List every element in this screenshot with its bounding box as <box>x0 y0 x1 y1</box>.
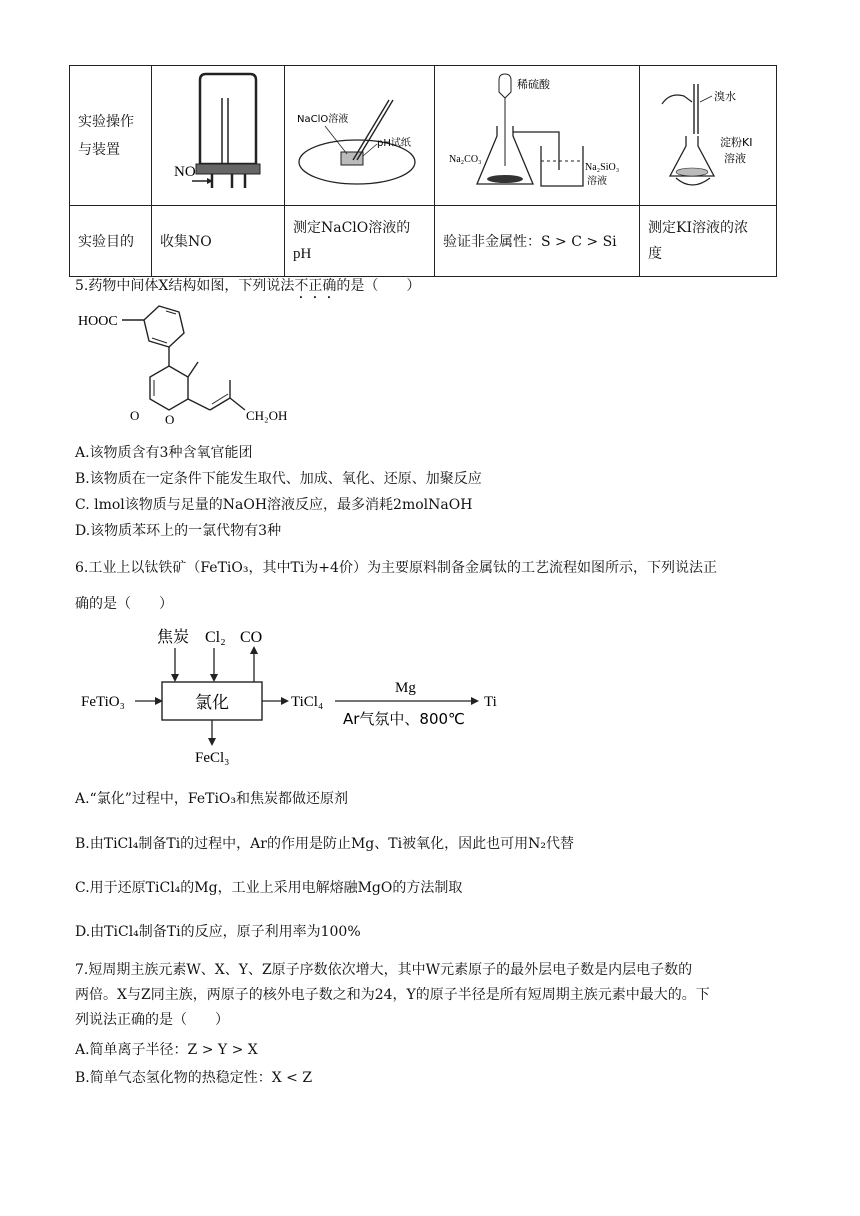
q6-option-c: C.用于还原TiCl₄的Mg，工业上采用电解熔融MgO的方法制取 <box>75 880 463 896</box>
q6-stem-line2: 确的是（ ） <box>75 596 173 612</box>
purpose-b: 收集NO <box>152 206 285 277</box>
q5-stem: 5.药物中间体X结构如图，下列说法不正确的是（ ） <box>75 278 421 294</box>
bromine-water-label: 溴水 <box>714 90 736 103</box>
q7-stem-line1: 7.短周期主族元素W、X、Y、Z原子序数依次增大，其中W元素原子的最外层电子数是内层电子数的 <box>75 962 693 978</box>
q7-option-b: B.简单气态氢化物的热稳定性：X < Z <box>75 1070 313 1086</box>
solution-label: 溶液 <box>724 152 746 165</box>
purpose-c: 测定NaClO溶液的 pH <box>285 206 435 277</box>
ph-paper-diagram <box>285 66 435 201</box>
q7-stem-line3: 列说法正确的是（ ） <box>75 1012 229 1028</box>
q5-option-a: A.该物质含有3种含氧官能团 <box>75 445 253 461</box>
molecule-x-structure <box>70 300 300 435</box>
apparatus-gas-collection <box>152 66 285 206</box>
cooh-label: HOOC <box>78 314 118 329</box>
q6-stem-line1: 6.工业上以钛铁矿（FeTiO₃，其中Ti为+4价）为主要原料制备金属钛的工艺流程如图所示，下列说法正 <box>75 560 717 576</box>
apparatus-acid-strength <box>435 66 640 206</box>
solution-label: 溶液 <box>587 176 607 187</box>
carbonyl-oxygen-label: O <box>130 408 140 423</box>
apparatus-ph-test <box>285 66 435 206</box>
dropper-flask-diagram <box>640 66 777 201</box>
co-label: CO <box>240 629 263 646</box>
ch2oh-label: CH₂OH <box>246 408 288 423</box>
dilute-sulfuric-acid-label: 稀硫酸 <box>517 78 550 91</box>
experiment-table <box>69 65 777 277</box>
chlorination-box-label: 氯化 <box>195 693 229 713</box>
starch-ki-label: 淀粉KI <box>720 136 753 149</box>
fetio3-label: FeTiO₃ <box>81 694 125 710</box>
table-row <box>70 66 777 206</box>
table-row <box>70 206 777 277</box>
naclo-label: NaClO溶液 <box>297 114 349 125</box>
ti-label: Ti <box>484 694 497 710</box>
q5-option-b: B.该物质在一定条件下能发生取代、加成、氧化、还原、加聚反应 <box>75 471 482 487</box>
gas-bottle-diagram <box>152 66 285 201</box>
purpose-d: 验证非金属性：S > C > Si <box>435 206 640 277</box>
mg-label: Mg <box>395 680 416 696</box>
q7-option-a: A.简单离子半径：Z > Y > X <box>75 1042 258 1058</box>
na2co3-label: Na₂CO₃ <box>449 154 482 165</box>
ring-oxygen-label: O <box>165 412 175 427</box>
gas-label-no: NO <box>174 164 196 180</box>
titanium-process-flowchart <box>75 622 515 772</box>
row-label: 实验目的 <box>70 206 152 277</box>
na2sio3-label: Na₂SiO₃ <box>585 162 620 173</box>
ph-paper-label: pH试纸 <box>377 138 411 149</box>
flask-beaker-diagram <box>435 66 640 201</box>
purpose-e: 测定KI溶液的浓 度 <box>640 206 777 277</box>
fecl3-label: FeCl₃ <box>195 750 230 766</box>
coke-label: 焦炭 <box>157 627 190 646</box>
cl2-label: Cl₂ <box>205 629 226 646</box>
apparatus-titration <box>640 66 777 206</box>
q7-stem-line2: 两倍。X与Z同主族，两原子的核外电子数之和为24，Y的原子半径是所有短周期主族元素中最大的。下 <box>75 987 710 1003</box>
q5-option-d: D.该物质苯环上的一氯代物有3种 <box>75 523 282 539</box>
reaction-condition-label: Ar气氛中、800℃ <box>343 710 465 728</box>
q6-option-a: A.“氯化”过程中，FeTiO₃和焦炭都做还原剂 <box>75 791 349 807</box>
ticl4-label: TiCl₄ <box>291 694 324 710</box>
row-label: 实验操作与装置 <box>70 66 152 206</box>
q6-option-b: B.由TiCl₄制备Ti的过程中，Ar的作用是防止Mg、Ti被氧化，因此也可用N₂代替 <box>75 836 574 852</box>
q5-option-c: C. lmol该物质与足量的NaOH溶液反应，最多消耗2molNaOH <box>75 497 473 513</box>
q6-option-d: D.由TiCl₄制备Ti的反应，原子利用率为100% <box>75 924 361 940</box>
